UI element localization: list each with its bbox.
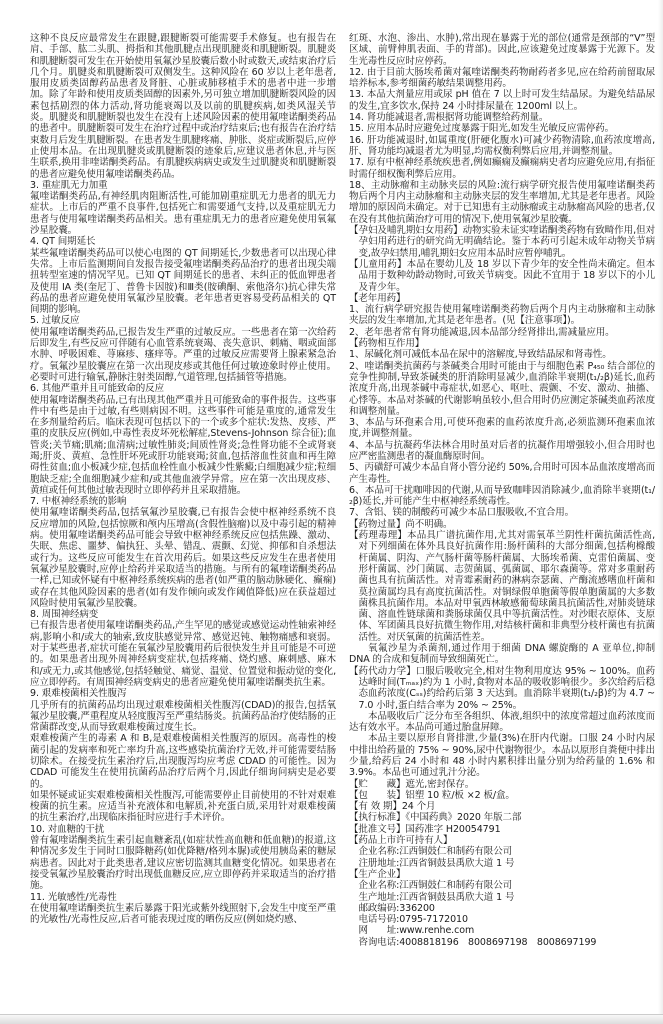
section-heading: 6. 其他严重并且可能致命的反应 [30, 383, 164, 395]
paragraph: 使用氟喹诺酮类药品,已报告发生严重的过敏反应。一些患者在第一次给药后即发生,有些反应可伴随有心血管系统衰竭、丧失意识、刺痛、咽或面部水肿、呼吸困难、荨麻疹、瘙痒等。严重的过敏反应需要肾上腺素紧急治疗。氧氟沙星胶囊应在第一次出现皮疹或其他任何过敏迹象时停止使用。必要时可进行输氧,静脉注射类固醇,气道管理,包括插管等措施。 [30, 326, 336, 383]
section-heading: 7. 中枢神经系统的影响 [30, 496, 127, 508]
paragraph: 17. 原有中枢神经系统疾患者,例如癫痫及癫痫病史者均应避免应用,有指征时需仔细权衡利弊后应用。 [349, 157, 655, 180]
section-heading: 10. 对血糖的干扰 [30, 823, 105, 835]
paragraph: 邮政编码:336200 [358, 902, 435, 914]
paragraph: 氧氟沙星为杀菌剂,通过作用于细菌 DNA 螺旋酶的 A 亚单位,抑制 DNA 的合成和复制而导致细菌死亡。 [349, 643, 655, 666]
scan-edge-bottom [0, 1014, 663, 1024]
paragraph: 6、本品可干扰咖啡因的代谢,从而导致咖啡因消除减少,血消除半衰期(t₁/₂β)延长,并可能产生中枢神经系统毒性。 [349, 484, 655, 508]
paragraph: 艰难梭菌产生的毒素 A 和 B,是艰难梭菌相关性腹泻的原因。高毒性的梭菌引起的发病率和死亡率均升高,这些感染抗菌治疗无效,并可能需要结肠切除术。在接受抗生素治疗后,出现腹泻均应考虑 CDAD 的可能性。因为 CDAD 可能发生在使用抗菌药品治疗后两个月,因此仔细询问病史是必要的。 [30, 733, 336, 790]
paragraph: 红斑、水泡、渗出、水肿),常出现在暴露于光的部位(通常是颈部的“V”型区域、前臂伸肌表面、手的背部)。因此,应该避免过度暴露于光源下。发生光毒性反应时应停药。 [349, 33, 655, 67]
paragraph: 本品主要以原形自肾排泄,少量(3%)在肝内代谢。口服 24 小时内尿中排出给药量的 75% ~ 90%,尿中代谢物很少。本品以原形自粪便中排出少量,给药后 24 小时和 48 小时内累积排出量分别为给药量的 1.6% 和 3.9%。本品也可通过乳汁分泌。 [349, 733, 655, 779]
paragraph: 氟喹诺酮类药品,有神经肌肉阻断活性,可能加剧重症肌无力患者的肌无力症状。上市后的严重不良事件,包括死亡和需要通气支持,以及重症肌无力患者与使用氟喹诺酮类药品相关。患有重症肌无力的患者应避免使用氧氟沙星胶囊。 [30, 191, 336, 237]
paragraph: 使用氟喹诺酮类药品,包括氧氟沙星胶囊,已有报告会使中枢神经系统不良反应增加的风险,包括惊厥和颅内压增高(含假性脑瘤)以及中毒引起的精神病。使用氟喹诺酮类药品可能会导致中枢神经系统反应包括焦躁、激动、失眠、焦虑、噩梦、偏执狂、头晕、错乱、震颤、幻觉、抑郁和自杀想法或行为。这些反应可能发生在首次用药后。如果这些反应发生在患者使用氧氟沙星胶囊时,应停止给药并采取适当的措施。与所有的氟喹诺酮类药品一样,已知或怀疑有中枢神经系统疾病的患者(如严重的脑动脉硬化、癫痫)或存在其他风险因素的患者(如有发作倾向或发作阈值降低)应在获益超过风险时使用氧氟沙星胶囊。 [30, 507, 336, 609]
paragraph: 1、流行病学研究报告使用氟喹诺酮类药物后两个月内主动脉瘤和主动脉夹层的发生率增加,尤其是老年患者。(见【注意事项】)。 [349, 304, 655, 327]
paragraph: 企业名称:江西铜鼓仁和制药有限公司 [358, 880, 513, 892]
section-heading: 11. 光敏感性/光毒性 [30, 891, 117, 903]
paragraph: 如果怀疑或证实艰难梭菌相关性腹泻,可能需要停止目前使用的不针对艰难梭菌的抗生素。应适当补充液体和电解质,补充蛋白质,采用针对艰难梭菌的抗生素治疗,出现临床指征时应进行手术评价。 [30, 789, 336, 824]
paragraph: 几乎所有的抗菌药品均出现过艰难梭菌相关性腹泻(CDAD)的报告,包括氧氟沙星胶囊,严重程度从轻度腹泻至严重结肠炎。抗菌药品治疗使结肠的正常菌群改变,从而导致艰难梭菌过度生长。 [30, 699, 336, 734]
paragraph: 企业名称:江西铜鼓仁和制药有限公司 [358, 846, 513, 858]
section-heading: 【有 效 期】24 个月 [349, 801, 436, 813]
paragraph: 这种不良反应最常发生在跟腱,跟腱断裂可能需要手术修复。也有报告在肩、手部、肱二头肌、拇指和其他肌腱点出现肌腱炎和肌腱断裂。肌腱炎和肌腱断裂可发生在开始使用氧氟沙星胶囊后数小时或数天,或结束治疗后几个月。肌腱炎和肌腱断裂可双侧发生。这种风险在 60 岁以上老年患者,服用皮质类固醇药品患者及肾脏、心脏或肺移植手术的患者中进一步增加。除了年龄和使用皮质类固醇的因素外,另可独立增加肌腱断裂风险的因素包括剧烈的体力活动,肾功能衰竭以及以前的肌腱疾病,如类风湿关节炎。肌腱炎和肌腱断裂也发生在没有上述风险因素的使用氟喹诺酮类药品的患者中。肌腱断裂可发生在治疗过程中或治疗结束后;也有报告在治疗结束数月后发生肌腱断裂。在患者发生肌腱疼痛、肿胀、炎症或断裂后,应停止使用本品。在出现肌腱炎或肌腱断裂的迹象后,应建议患者休息,并与医生联系,换用非喹诺酮类药品。有肌腱疾病病史或发生过肌腱炎和肌腱断裂的患者应避免使用氟喹诺酮类药品。 [30, 33, 336, 180]
column-right [349, 33, 655, 948]
paragraph: 15. 应用本品时应避免过度暴露于阳光,如发生光敏反应需停药。 [349, 123, 615, 135]
paragraph: 5、丙磺舒可减少本品自肾小管分泌约 50%,合用时可因本品血浓度增高而产生毒性。 [349, 462, 655, 485]
section-heading: 【生产企业】 [349, 868, 406, 880]
paragraph: 生产地址:江西省铜鼓县禹欣大道 1 号 [358, 891, 515, 903]
section-heading: 【批准文号】国药准字 H20054791 [349, 823, 501, 835]
section-heading: 【药品上市许可持有人】 [349, 835, 453, 847]
paragraph: 2、老年患者常有肾功能减退,因本品部分经肾排出,需减量应用。 [349, 326, 615, 338]
section-heading: 【药物过量】尚不明确。 [349, 518, 453, 530]
paragraph: 12. 由于目前大肠埃希菌对氟喹诺酮类药物耐药者多见,应在给药前留取尿培养标本,参考细菌药敏结果调整用药。 [349, 66, 655, 90]
paragraph: 使用氟喹诺酮类药品,已有出现其他严重并且可能致命的事件报告。这些事件中有些是由于过敏,有些则病因不明。这些事件可能是重度的,通常发生在多剂量给药后。临床表现可包括以下的一个或多个症状:发热、皮疹、严重的皮肤反应(例如,中毒性表皮坏死松解症,Stevens-Johnson 综合征);血管炎;关节痛;肌痛;血清病;过敏性肺炎;间质性肾炎;急性肾功能不全或肾衰竭;肝炎、黄疸、急性肝坏死或肝功能衰竭;贫血,包括溶血性贫血和再生障碍性贫血;血小板减少症,包括血栓性血小板减少性紫癜;白细胞减少症;粒细胞缺乏症;全血细胞减少症和/或其他血液学异常。应在第一次出现皮疹、黄疸或任何其他过敏表现时立即停药并且采取措施。 [30, 394, 336, 496]
section-heading: 【包 装】铝塑 10 粒/板 ×2 板/盒。 [349, 789, 515, 801]
paragraph: 3、本品与环孢素合用,可使环孢素的血药浓度升高,必须监测环孢素血浓度,并调整剂量。 [349, 417, 655, 440]
paragraph: 电话号码:0795-7172010 [358, 914, 468, 926]
paragraph: 13. 本品大剂量应用或尿 pH 值在 7 以上时可发生结晶尿。为避免结晶尿的发生,宜多饮水,保持 24 小时排尿量在 1200ml 以上。 [349, 89, 655, 112]
column-left [30, 33, 336, 948]
paragraph: 7、含铝、镁的制酸药可减少本品口服吸收,不宜合用。 [349, 507, 575, 519]
section-heading: 4. QT 间期延长 [30, 236, 96, 248]
section-heading: 【老年用药】 [349, 292, 406, 304]
paragraph: 1、尿碱化剂可减低本品在尿中的溶解度,导致结晶尿和肾毒性。 [349, 349, 612, 361]
paragraph: 16. 肝功能减退时,如属重度(肝硬化腹水)可减少药物清除,血药浓度增高,肝、肾功能均减退者尤为明显,均需权衡利弊后应用,并调整剂量。 [349, 134, 655, 157]
paragraph: 曾有氟喹诺酮类抗生素引起血糖紊乱(如症状性高血糖和低血糖)的报道,这种情况多发生于同时口服降糖药(如优降糖/格列本脲)或使用胰岛素的糖尿病患者。因此对于此类患者,建议应密切监测其血糖变化情况。如果患者在接受氧氟沙星胶囊治疗时出现低血糖反应,应立即停药并采取适当的治疗措施。 [30, 835, 336, 892]
paragraph: 咨询电话:4008818196 8008697198 8008697199 [358, 936, 597, 948]
section-heading: 5. 过敏反应 [30, 315, 80, 327]
paragraph: 注册地址:江西省铜鼓县禹欣大道 1 号 [358, 857, 515, 869]
paragraph: 【儿童用药】本品在婴幼儿及 18 岁以下青少年的安全性尚未确定。但本品用于数种幼龄动物时,可致关节病变。因此不宜用于 18 岁以下的小儿及青少年。 [349, 258, 655, 293]
paragraph: 14. 肾功能减退者,需根据肾功能调整给药剂量。 [349, 112, 549, 124]
section-heading: 【药物相互作用】 [349, 338, 425, 350]
paragraph: 18、主动脉瘤和主动脉夹层的风险:流行病学研究报告使用氟喹诺酮类药物后两个月内主动脉瘤和主动脉夹层的发生率增加,尤其是老年患者。风险增加的原因尚未确定。对于已知患有主动脉瘤或主动脉瘤高风险的患者,仅在没有其他抗菌治疗可用的情况下,使用氧氟沙星胶囊。 [349, 179, 655, 225]
section-heading: 8. 周围神经病变 [30, 609, 99, 621]
scan-edge-right [658, 0, 663, 1024]
paragraph: 网 址:www.renhe.com [358, 925, 475, 937]
paragraph: 2、喹诺酮类抗菌药与茶碱类合用时可能由于与细胞色素 P₄₅₀ 结合部位的竞争性抑制,导致茶碱类的肝消除明显减少,血消除半衰期(t₁/₂β)延长,血药浓度升高,出现茶碱中毒症状,如恶心、呕吐、震颤、不安、激动、抽搐、心悸等。本品对茶碱的代谢影响虽较小,但合用时仍应测定茶碱类血药浓度和调整剂量。 [349, 360, 655, 417]
section-heading: 9. 艰难梭菌相关性腹泻 [30, 688, 127, 700]
paragraph: 【药代动力学】口服后吸收完全,相对生物利用度达 95% ~ 100%。血药达峰时间(Tₘₐₓ)约为 1 小时,食物对本品的吸收影响很少。多次给药后稳态血药浓度(Cₛₛ)约给药后第 3 天达到。血消除半衰期(t₁/₂β)约为 4.7 ~ 7.0 小时,蛋白结合率为 20% ~ 25%。 [349, 665, 655, 711]
paragraph: 某些氟喹诺酮类药品可以使心电图的 QT 间期延长,少数患者可以出现心律失常。上市后监测期间自发报告接受氟喹诺酮类药品治疗的患者出现尖端扭转型室速的情况罕见。已知 QT 间期延长的患者、未纠正的低血钾患者及使用 IA 类(奎尼丁、普鲁卡因胺)和Ⅲ类(胺碘酮、索他洛尔)抗心律失常药品的患者应避免使用氧氟沙星胶囊。老年患者更容易受药品相关的 QT 间期的影响。 [30, 247, 336, 316]
paragraph: 在使用氟喹诺酮类抗生素后暴露于阳光或紫外线照射下,会发生中度至严重的光敏性/光毒性反应,后者可能表现过度的晒伤反应(例如烧灼感、 [30, 902, 336, 926]
section-heading: 【贮 藏】遮光,密封保存。 [349, 778, 475, 790]
paragraph: 已有报告患者使用氟喹诺酮类药品,产生罕见的感觉或感觉运动性轴索神经病,影响小和/或大的轴索,致皮肤感觉异常、感觉迟钝、触物痛感和衰弱。对于某些患者,症状可能在氧氟沙星胶囊用药后很快发生并且可能是不可逆的。如果患者出现外周神经病变症状,包括疼痛、烧灼感、麻刺感、麻木和/或无力,或其他感觉,包括轻触觉、痛觉、温觉、位置觉和振动觉的变化,应立即停药。有周围神经病变病史的患者应避免使用氟喹诺酮类抗生素。 [30, 620, 336, 688]
paragraph: 4、本品与抗凝药华法林合用时虽对后者的抗凝作用增强较小,但合用时也应严密监测患者的凝血酶原时间。 [349, 439, 655, 462]
section-heading: 3. 重症肌无力加重 [30, 179, 108, 191]
paragraph: 本品吸收后广泛分布至各组织、体液,组织中的浓度常超过血药浓度而达有效水平。本品尚可通过胎盘屏障。 [349, 710, 655, 734]
paragraph: 【药理毒理】本品具广谱抗菌作用,尤其对需氧革兰阴性杆菌抗菌活性高,对下列细菌在体外具良好抗菌作用:肠杆菌科的大部分细菌,包括枸橼酸杆菌属、阴沟、产气肠杆菌等肠杆菌属、大肠埃希菌、克雷伯菌属、变形杆菌属、沙门菌属、志贺菌属、弧菌属、耶尔森菌等。常对多重耐药菌也具有抗菌活性。对青霉素耐药的淋病奈瑟菌、产酶流感嗜血杆菌和莫拉菌属均具有高度抗菌活性。对铜绿假单胞菌等假单胞菌属的大多数菌株具抗菌作用。本品对甲氧西林敏感葡萄球菌具抗菌活性,对肺炎链球菌、溶血性链球菌和粪肠球菌仅具中等抗菌活性。对沙眼衣原体、支原体、军团菌具良好抗微生物作用,对结核杆菌和非典型分枝杆菌也有抗菌活性。对厌氧菌的抗菌活性差。 [349, 530, 655, 643]
section-heading: 【执行标准】《中国药典》2020 年版二部 [349, 812, 522, 824]
paragraph: 【孕妇及哺乳期妇女用药】动物实验未证实喹诺酮类药物有致畸作用,但对孕妇用药进行的研究尚无明确结论。鉴于本药可引起未成年动物关节病变,故孕妇禁用,哺乳期妇女应用本品时应暂停哺乳。 [349, 225, 655, 259]
